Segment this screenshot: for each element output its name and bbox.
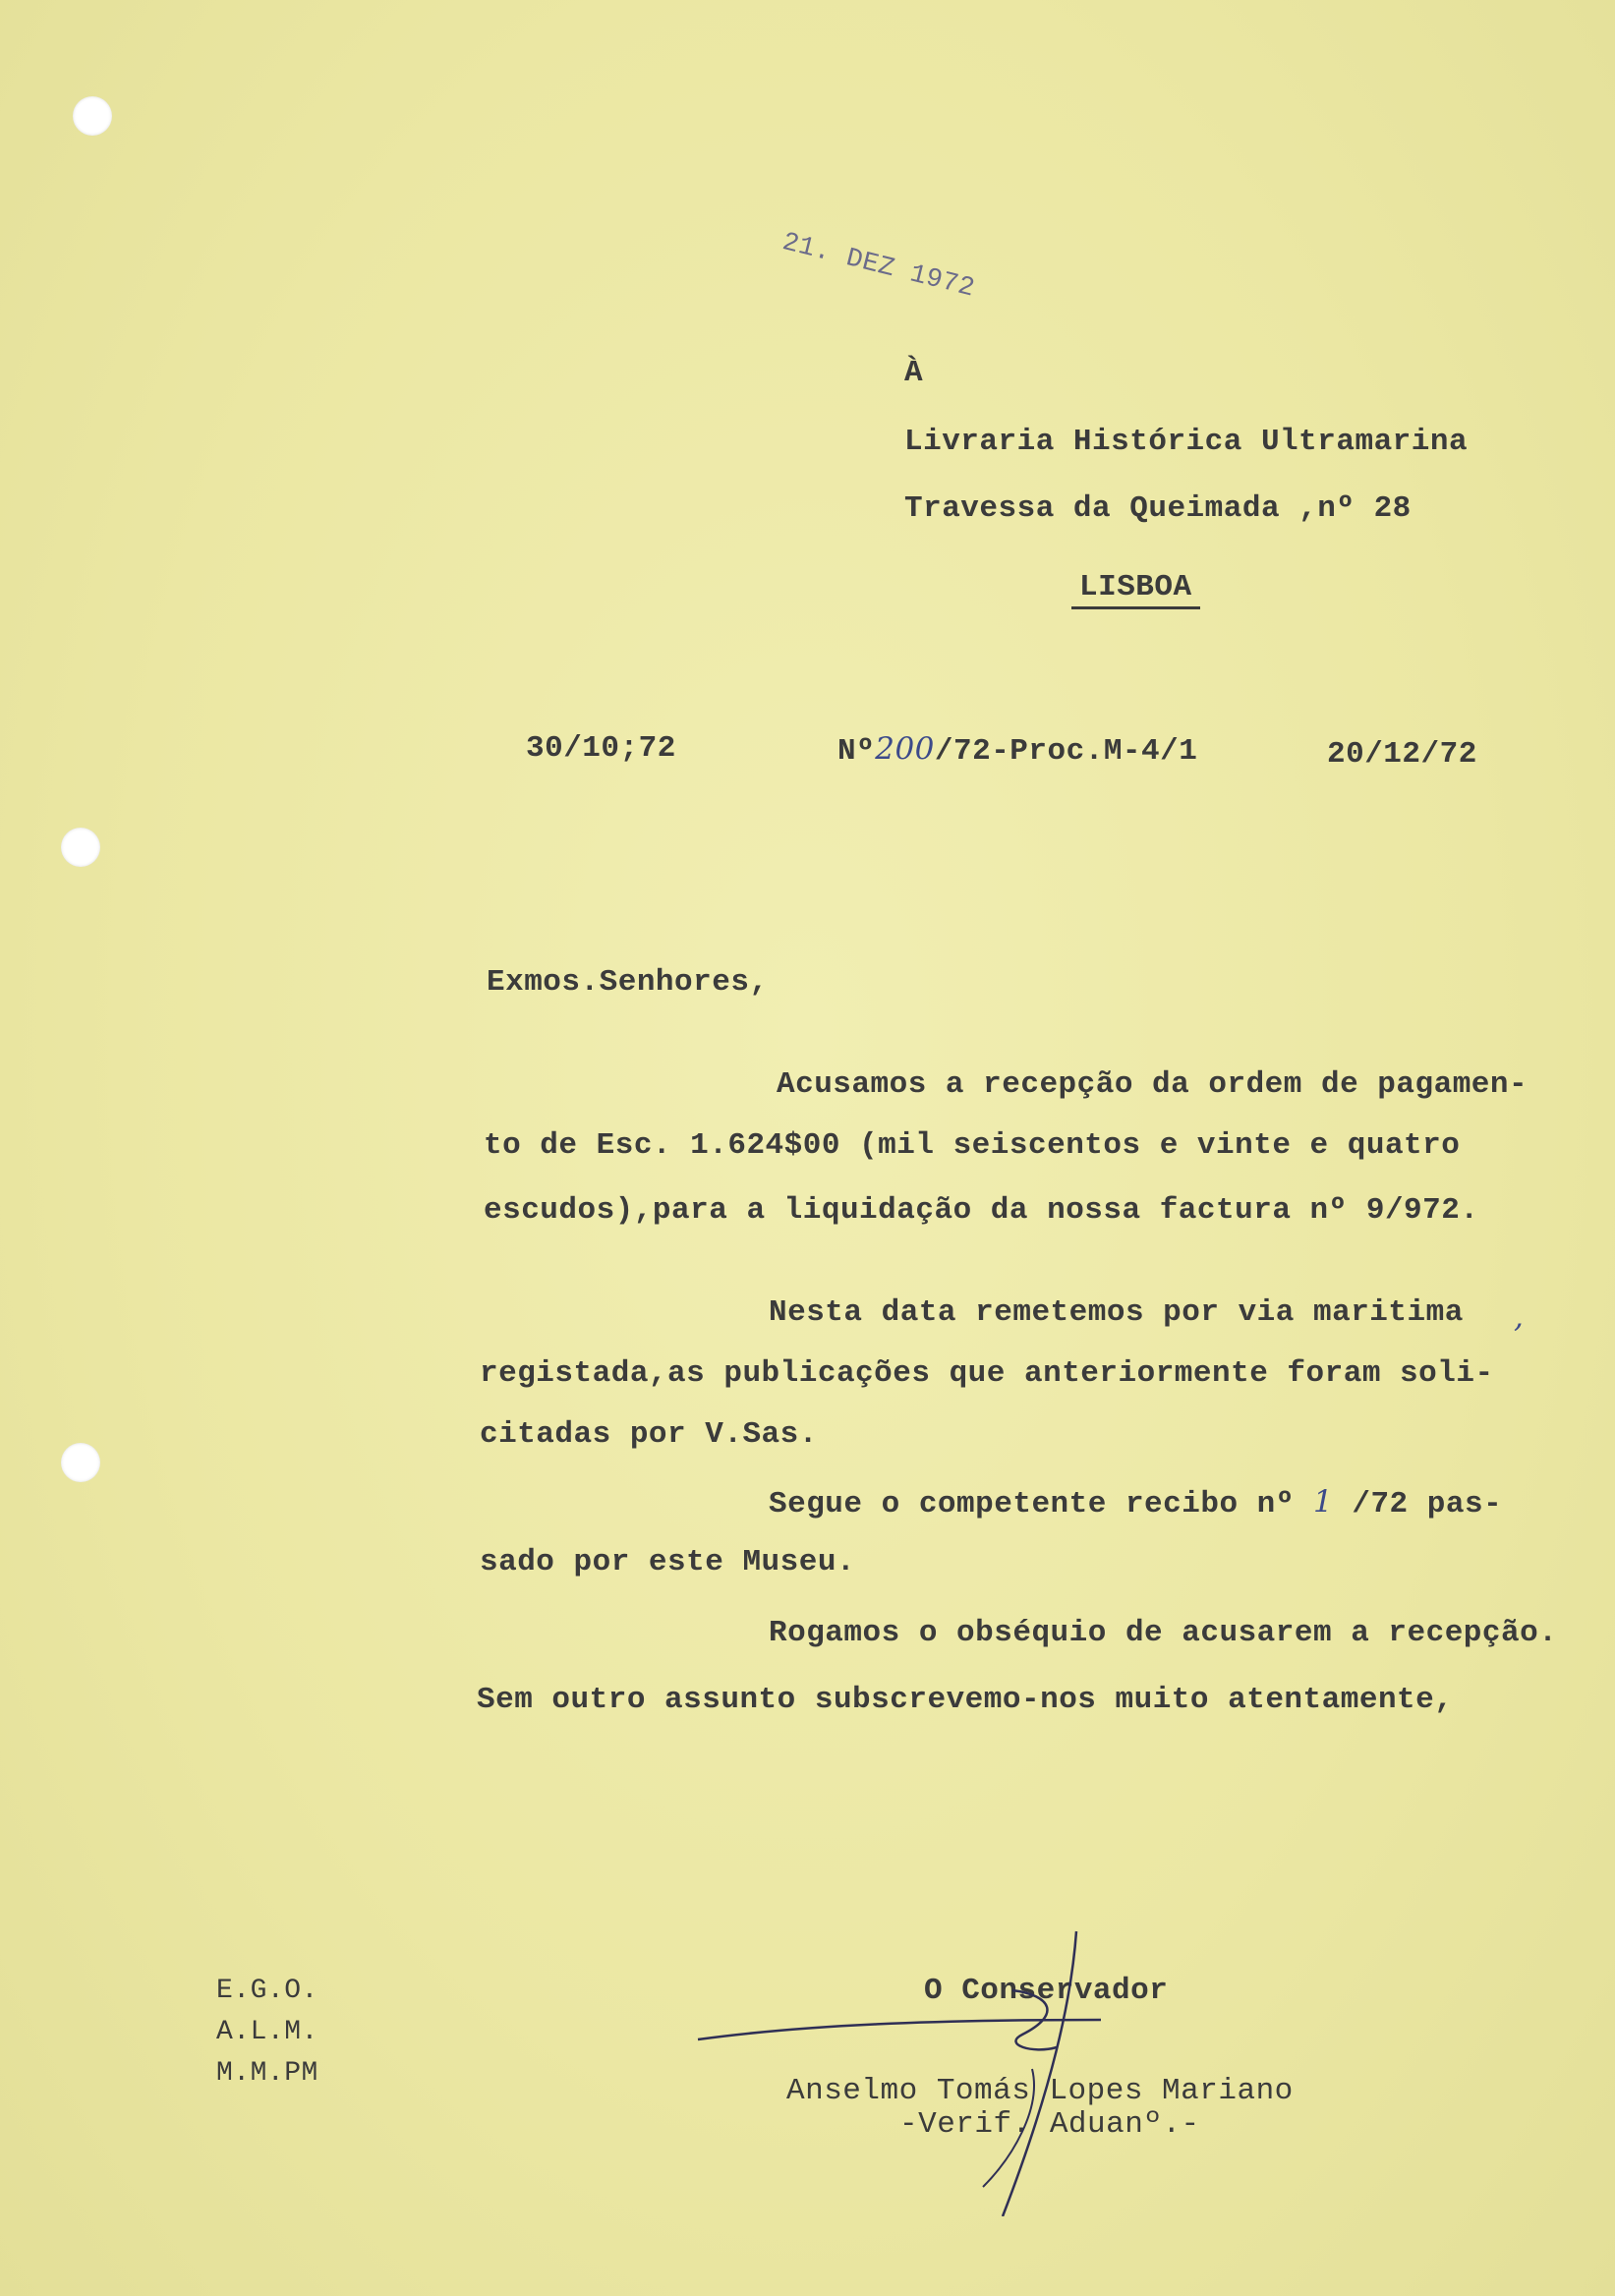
body-line [769, 1484, 1502, 1521]
handwritten-number: 200 [875, 731, 935, 767]
handwritten-signature [688, 1922, 1180, 2216]
salutation: Exmos.Senhores, [487, 965, 769, 1000]
signatory-name: Anselmo Tomás Lopes Mariano [786, 2074, 1294, 2108]
recipient-street: Travessa da Queimada ,nº 28 [904, 491, 1412, 526]
body-line: sado por este Museu. [480, 1545, 856, 1579]
body-line: registada,as publicações que anteriormente foram soli- [480, 1356, 1494, 1391]
signatory-title: O Conservador [924, 1974, 1169, 2008]
typist-initials: A.L.M. [216, 2017, 318, 2047]
typist-initials: E.G.O. [216, 1976, 318, 2006]
recipient-prefix: À [904, 356, 924, 390]
body-line: Acusamos a recepção da ordem de pagamen- [777, 1067, 1528, 1102]
body-text: /72 pas- [1352, 1487, 1503, 1521]
body-text: Segue o competente recibo nº [769, 1487, 1295, 1521]
reference-number-prefix: Nº [837, 734, 876, 769]
letter-date: 20/12/72 [1327, 737, 1477, 772]
body-line: citadas por V.Sas. [480, 1417, 818, 1452]
signatory-role: -Verif. Aduanº.- [899, 2107, 1200, 2142]
reference-their-date: 30/10;72 [526, 731, 676, 766]
body-line: Rogamos o obséquio de acusarem a recepção. [769, 1616, 1558, 1650]
punch-hole [73, 96, 112, 136]
body-line: escudos),para a liquidação da nossa factura nº 9/972. [484, 1193, 1479, 1228]
punch-hole [61, 828, 100, 867]
body-line: to de Esc. 1.624$00 (mil seiscentos e vinte e quatro [484, 1128, 1461, 1163]
handwritten-receipt-number: 1 [1313, 1484, 1334, 1520]
reference-number-suffix: /72-Proc.M-4/1 [934, 734, 1198, 769]
punch-hole [61, 1443, 100, 1482]
reference-number [837, 731, 1197, 769]
received-date-stamp: 21. DEZ 1972 [779, 228, 978, 305]
handwritten-mark: , [1514, 1299, 1525, 1335]
body-line: Nesta data remetemos por via maritima [769, 1295, 1464, 1330]
recipient-name: Livraria Histórica Ultramarina [904, 425, 1469, 459]
body-line: Sem outro assunto subscrevemo-nos muito atentamente, [477, 1683, 1454, 1717]
recipient-city: LISBOA [1071, 570, 1200, 609]
typist-initials: M.M.PM [216, 2058, 318, 2089]
